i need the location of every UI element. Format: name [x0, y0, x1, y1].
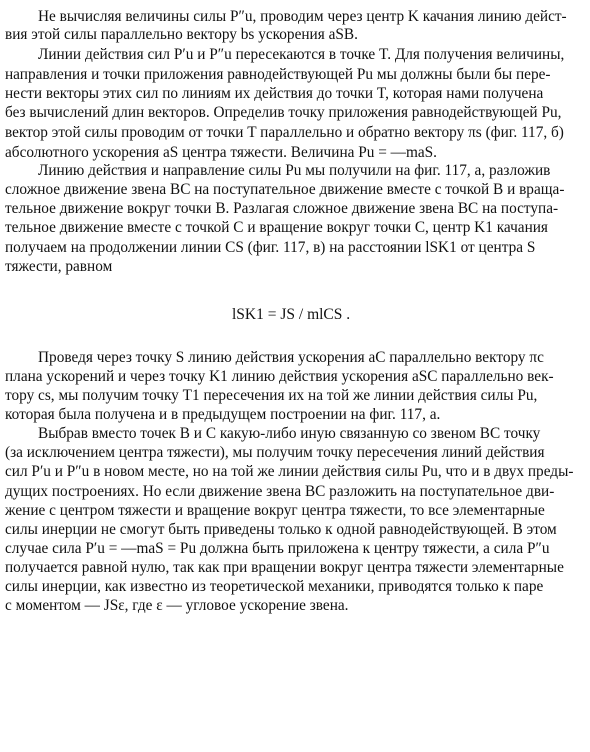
text-line: силы инерции, как известно из теоретической механики, приводятся только к паре: [5, 578, 544, 595]
text-line: которая была получена и в предыдущем построении на фиг. 117, а.: [5, 406, 441, 423]
text-line: нести векторы этих сил по линиям их действия до точки T, которая нами получена: [5, 85, 544, 102]
text-line: абсолютного ускорения aS центра тяжести. Величина Pu = —maS.: [5, 144, 437, 161]
text-line: направления и точки приложения равнодействующей Pu мы должны были бы пере-: [5, 66, 551, 83]
text-line: случае сила P′u = —maS = Pu должна быть приложена к центру тяжести, а сила P″u: [5, 540, 550, 557]
text-line: получаем на продолжении линии CS (фиг. 117, в) на расстоянии lSK1 от центра S: [5, 239, 536, 256]
text-line: (за исключением центра тяжести), мы получим точку пересечения линий действия: [5, 444, 545, 461]
text-line: Проведя через точку S линию действия ускорения aC параллельно вектору πc: [38, 349, 544, 366]
text-line: дущих построениях. Но если движение звена BC разложить на поступательное дви-: [5, 483, 555, 500]
text-line: тяжести, равном: [5, 258, 113, 275]
text-line: без вычислений длин векторов. Определив точку приложения равнодействующей Pu,: [5, 104, 562, 121]
text-line: вектор этой силы проводим от точки T параллельно и обратно вектору πs (фиг. 117, б): [5, 124, 564, 141]
text-line: с моментом — JSε, где ε — угловое ускорение звена.: [5, 597, 349, 614]
text-line: вия этой силы параллельно вектору bs ускорения aSB.: [5, 26, 358, 43]
text-line: силы инерции не смогут быть приведены только к одной равнодействующей. В этом: [5, 521, 557, 538]
text-line: тору cs, мы получим точку T1 пересечения их на той же линии действия силы Pu,: [5, 387, 538, 404]
text-line: жение с центром тяжести и вращение вокруг центра тяжести, то все элементарные: [5, 502, 545, 519]
text-line: Линию действия и направление силы Pu мы получили на фиг. 117, а, разложив: [38, 162, 551, 179]
text-line: Не вычисляя величины силы P″u, проводим через центр K качания линию дейст-: [38, 8, 567, 25]
text-line: плана ускорений и через точку K1 линию действия ускорения aSC параллельно век-: [5, 368, 554, 385]
text-line: тельное движение вокруг точки B. Разлагая сложное движение звена BC на поступа-: [5, 200, 559, 217]
formula-line: lSK1 = JS / mlCS .: [232, 306, 351, 323]
text-line: тельное движение вместе с точкой C и вращение вокруг точки C, центр K1 качания: [5, 219, 548, 236]
text-line: сложное движение звена BC на поступательное движение вместе с точкой B и враща-: [5, 181, 565, 198]
text-line: получается равной нулю, так как при вращении вокруг центра тяжести элементарные: [5, 559, 564, 576]
text-line: Линии действия сил P′u и P″u пересекаются в точке T. Для получения величины,: [38, 46, 565, 63]
text-line: Выбрав вместо точек B и C какую-либо иную связанную со звеном BC точку: [38, 425, 541, 442]
text-line: сил P′u и P″u в новом месте, но на той же линии действия силы Pu, что и в двух преды-: [5, 463, 574, 480]
